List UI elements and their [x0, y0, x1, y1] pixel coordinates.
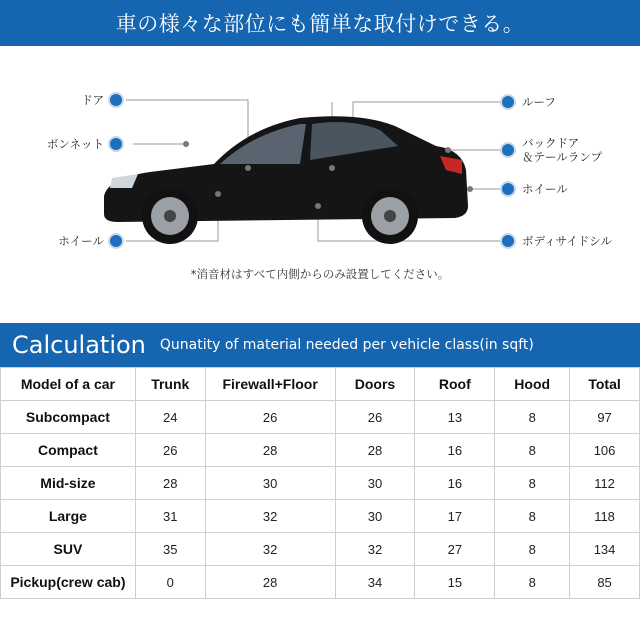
col-header-total: Total [570, 368, 640, 401]
table-cell: 27 [415, 533, 495, 566]
backdoor-marker-icon [502, 144, 514, 156]
label-backdoor-line1: バックドア [522, 136, 580, 150]
table-cell: 32 [205, 500, 335, 533]
table-cell: 106 [570, 434, 640, 467]
table-cell: 32 [335, 533, 415, 566]
material-table [0, 367, 640, 599]
table-cell: 15 [415, 566, 495, 599]
table-cell: 26 [205, 401, 335, 434]
col-header-trunk: Trunk [135, 368, 205, 401]
calculation-subtitle: Qunatity of material needed per vehicle class(in sqft) [159, 337, 534, 353]
label-wheel-left: ホイール [58, 234, 104, 248]
table-cell: 30 [335, 467, 415, 500]
table-cell: Pickup(crew cab) [1, 566, 136, 599]
label-backdoor-line2: ＆テールランプ [522, 150, 603, 164]
table-cell: 31 [135, 500, 205, 533]
wheel-left-marker-icon [110, 235, 122, 247]
table-row [1, 467, 640, 500]
header-banner [0, 0, 640, 46]
table-cell: 30 [205, 467, 335, 500]
table-cell: Subcompact [1, 401, 136, 434]
table-row [1, 434, 640, 467]
table-row [1, 566, 640, 599]
table-cell: Large [1, 500, 136, 533]
table-cell: 85 [570, 566, 640, 599]
table-cell: 24 [135, 401, 205, 434]
table-cell: 13 [415, 401, 495, 434]
table-cell: 32 [205, 533, 335, 566]
calculation-header [0, 323, 640, 367]
table-cell: 28 [135, 467, 205, 500]
table-cell: 8 [495, 434, 570, 467]
table-cell: 28 [205, 434, 335, 467]
table-cell: 8 [495, 401, 570, 434]
table-cell: 28 [205, 566, 335, 599]
table-cell: 0 [135, 566, 205, 599]
table-row [1, 500, 640, 533]
banner-title: 車の様々な部位にも簡単な取付けできる。 [115, 12, 525, 36]
table-cell: Mid-size [1, 467, 136, 500]
wheel-right-marker-icon [502, 183, 514, 195]
side-sill-marker-icon [502, 235, 514, 247]
table-row [1, 533, 640, 566]
table-cell: 8 [495, 467, 570, 500]
table-cell: 17 [415, 500, 495, 533]
door-marker-icon [110, 94, 122, 106]
label-bonnet: ボンネット [46, 137, 104, 151]
roof-marker-icon [502, 96, 514, 108]
table-cell: 30 [335, 500, 415, 533]
col-header-hood: Hood [495, 368, 570, 401]
table-row [1, 401, 640, 434]
table-cell: 26 [335, 401, 415, 434]
table-cell: 112 [570, 467, 640, 500]
table-cell: SUV [1, 533, 136, 566]
table-cell: 16 [415, 434, 495, 467]
table-cell: 97 [570, 401, 640, 434]
label-roof: ルーフ [522, 95, 556, 109]
col-header-model: Model of a car [1, 368, 136, 401]
label-door: ドア [81, 93, 104, 107]
install-note: *消音材はすべて内側からのみ設置してください。 [190, 267, 450, 281]
label-backdoor [522, 136, 602, 164]
col-header-roof: Roof [415, 368, 495, 401]
table-cell: 8 [495, 533, 570, 566]
table-cell: 118 [570, 500, 640, 533]
table-cell: 8 [495, 566, 570, 599]
table-header-row [1, 368, 640, 401]
car-parts-diagram [0, 46, 640, 316]
table-cell: 134 [570, 533, 640, 566]
table-cell: 28 [335, 434, 415, 467]
label-wheel-right: ホイール [522, 182, 568, 196]
table-cell: 8 [495, 500, 570, 533]
col-header-firewall-floor: Firewall+Floor [205, 368, 335, 401]
table-cell: Compact [1, 434, 136, 467]
table-cell: 34 [335, 566, 415, 599]
table-cell: 26 [135, 434, 205, 467]
bonnet-marker-icon [110, 138, 122, 150]
label-body-side-sill: ボディサイドシル [522, 234, 612, 248]
col-header-doors: Doors [335, 368, 415, 401]
calculation-title: Calculation [12, 331, 146, 359]
table-cell: 16 [415, 467, 495, 500]
table-cell: 35 [135, 533, 205, 566]
